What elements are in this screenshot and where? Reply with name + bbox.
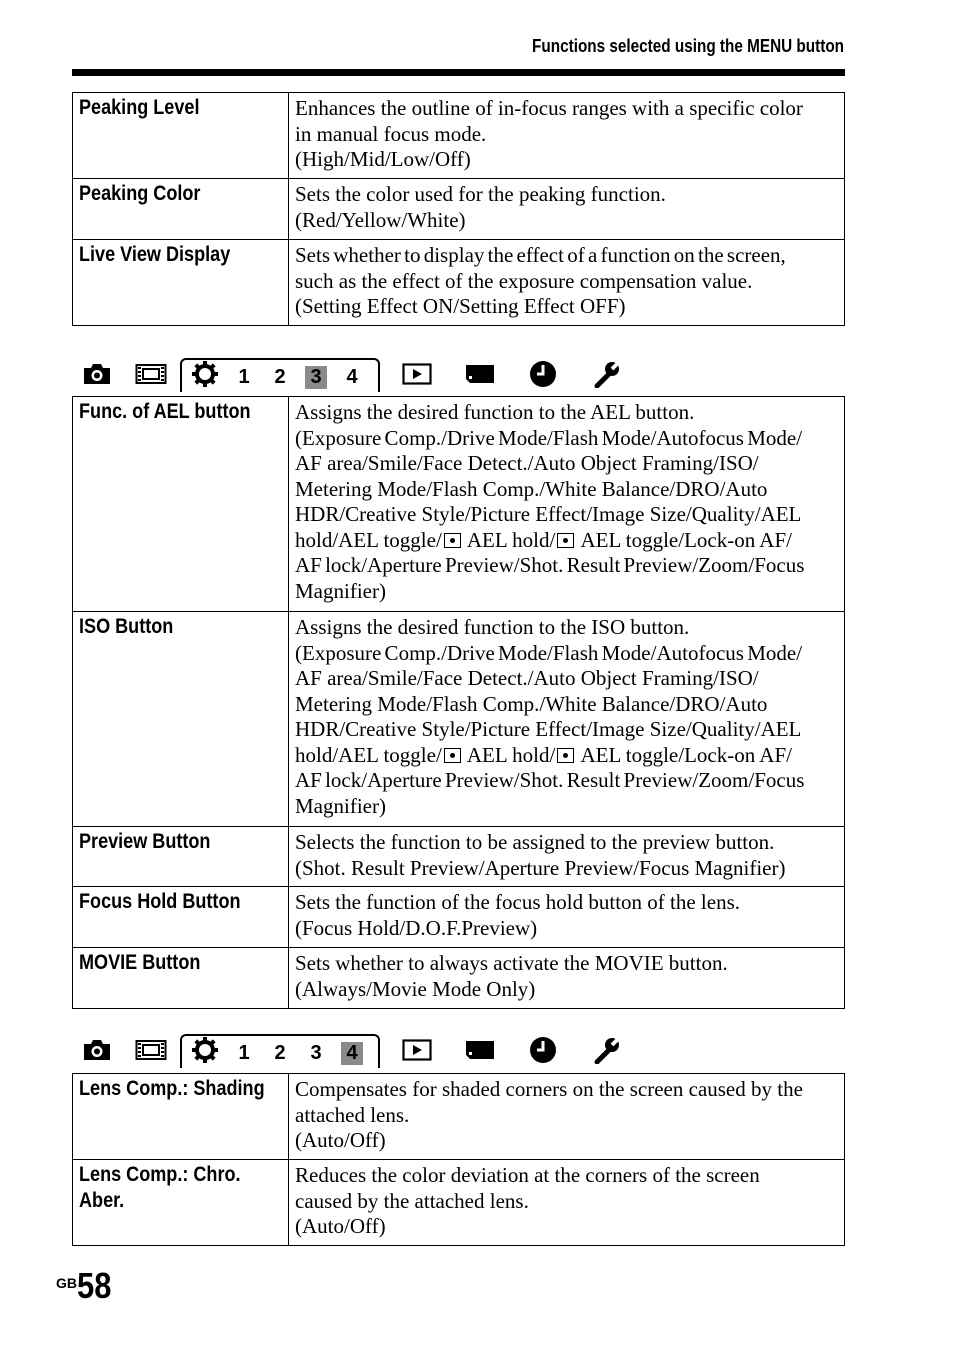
- desc-line: (Exposure Comp./Drive Mode/Flash Mode/Autofocus Mode/: [295, 425, 803, 450]
- menu-tab-bar: [72, 358, 845, 398]
- desc-line: [295, 743, 840, 769]
- function-description: [289, 1160, 845, 1246]
- camera-icon: [80, 358, 114, 390]
- function-description: [289, 240, 845, 326]
- desc-line: Magnifier): [295, 793, 386, 818]
- table-row: [73, 397, 845, 612]
- spot-metering-icon: [444, 533, 461, 548]
- desc-line: caused by the attached lens.: [295, 1188, 529, 1213]
- desc-line: Sets whether to display the effect of a function on the screen,: [295, 243, 786, 267]
- desc-line: (Shot. Result Preview/Aperture Preview/Focus Magnifier): [295, 855, 786, 880]
- page-header-title: Functions selected using the MENU button: [532, 36, 844, 56]
- desc-line: Assigns the desired function to the AEL button.: [295, 400, 695, 424]
- function-description: [289, 948, 845, 1009]
- desc-line: such as the effect of the exposure compensation value.: [295, 268, 753, 293]
- wrench-icon: [590, 1034, 624, 1066]
- desc-line: Selects the function to be assigned to the preview button.: [295, 830, 775, 854]
- function-name: Focus Hold Button: [79, 890, 241, 913]
- settings-page-4-tab[interactable]: 4: [346, 366, 358, 388]
- table-row: [73, 827, 845, 887]
- desc-line: attached lens.: [295, 1102, 410, 1127]
- function-name: Aber.: [79, 1189, 125, 1212]
- desc-line: Sets the color used for the peaking function.: [295, 182, 666, 206]
- desc-line: Metering Mode/Flash Comp./White Balance/DRO/Auto: [295, 476, 768, 501]
- desc-line: AF lock/Aperture Preview/Shot. Result Preview/Zoom/Focus: [295, 768, 805, 792]
- region-code: GB: [56, 1275, 77, 1291]
- clock-icon: [526, 358, 560, 390]
- play-icon: [400, 358, 434, 390]
- function-description: [289, 397, 845, 612]
- table-row: [73, 948, 845, 1009]
- memory-card-icon: [462, 358, 498, 390]
- desc-line: Reduces the color deviation at the corners of the screen: [295, 1163, 760, 1187]
- desc-line: Enhances the outline of in-focus ranges with a specific color: [295, 96, 803, 120]
- desc-line: [295, 528, 840, 554]
- spot-metering-icon: [557, 748, 574, 763]
- function-name: Peaking Level: [79, 96, 200, 119]
- function-description: [289, 179, 845, 240]
- desc-line: Compensates for shaded corners on the screen caused by the: [295, 1077, 803, 1101]
- settings-page-4-tab[interactable]: 4: [341, 1042, 363, 1065]
- desc-text: AEL hold/: [462, 527, 556, 552]
- desc-line: (Red/Yellow/White): [295, 207, 466, 232]
- table-row: [73, 93, 845, 179]
- desc-line: HDR/Creative Style/Picture Effect/Image Size/Quality/AEL: [295, 502, 802, 526]
- settings-page-3-tab[interactable]: 3: [310, 1042, 322, 1064]
- desc-line: (Setting Effect ON/Setting Effect OFF): [295, 294, 626, 318]
- movie-icon: [134, 1034, 168, 1066]
- function-name: Preview Button: [79, 830, 211, 853]
- settings-page-1-tab[interactable]: 1: [238, 366, 250, 388]
- settings-page-2-tab[interactable]: 2: [274, 1042, 286, 1064]
- desc-text: hold/AEL toggle/: [295, 742, 442, 767]
- desc-line: (Always/Movie Mode Only): [295, 976, 536, 1001]
- desc-line: Sets whether to always activate the MOVIE button.: [295, 951, 728, 975]
- desc-line: HDR/Creative Style/Picture Effect/Image Size/Quality/AEL: [295, 717, 802, 741]
- table-row: [73, 887, 845, 948]
- memory-card-icon: [462, 1034, 498, 1066]
- function-description: [289, 612, 845, 827]
- desc-line: AF lock/Aperture Preview/Shot. Result Preview/Zoom/Focus: [295, 553, 805, 577]
- desc-text: AEL toggle/Lock-on AF/: [576, 527, 792, 552]
- page-number-value: 58: [77, 1265, 112, 1306]
- header-rule: [72, 69, 845, 76]
- clock-icon: [526, 1034, 560, 1066]
- function-name: Live View Display: [79, 243, 231, 266]
- desc-line: AF area/Smile/Face Detect./Auto Object Framing/ISO/: [295, 451, 759, 475]
- spot-metering-icon: [557, 533, 574, 548]
- camera-icon: [80, 1034, 114, 1066]
- table-row: [73, 240, 845, 326]
- menu-tab-bar: [72, 1034, 845, 1074]
- spot-metering-icon: [444, 748, 461, 763]
- desc-line: (High/Mid/Low/Off): [295, 147, 471, 171]
- wrench-icon: [590, 358, 624, 390]
- settings-table-2: [72, 396, 845, 1009]
- gear-icon: [188, 358, 222, 390]
- table-row: [73, 612, 845, 827]
- function-name: Lens Comp.: Shading: [79, 1077, 265, 1100]
- desc-line: in manual focus mode.: [295, 121, 487, 146]
- desc-text: AEL hold/: [462, 742, 556, 767]
- desc-line: (Exposure Comp./Drive Mode/Flash Mode/Autofocus Mode/: [295, 640, 803, 665]
- desc-line: (Auto/Off): [295, 1128, 386, 1152]
- desc-line: Assigns the desired function to the ISO button.: [295, 615, 690, 639]
- function-name: Lens Comp.: Chro.: [79, 1163, 241, 1186]
- desc-line: (Focus Hold/D.O.F.Preview): [295, 915, 538, 940]
- settings-page-1-tab[interactable]: 1: [238, 1042, 250, 1064]
- function-name: ISO Button: [79, 615, 174, 638]
- function-description: [289, 93, 845, 179]
- function-name: Peaking Color: [79, 182, 201, 205]
- settings-table-3: [72, 1073, 845, 1246]
- function-description: [289, 1074, 845, 1160]
- function-description: [289, 827, 845, 887]
- desc-line: Sets the function of the focus hold button of the lens.: [295, 890, 741, 914]
- function-name: MOVIE Button: [79, 951, 201, 974]
- table-row: [73, 179, 845, 240]
- settings-table-1: [72, 92, 845, 326]
- movie-icon: [134, 358, 168, 390]
- play-icon: [400, 1034, 434, 1066]
- table-row: [73, 1160, 845, 1246]
- desc-line: Magnifier): [295, 578, 386, 603]
- table-row: [73, 1074, 845, 1160]
- desc-line: (Auto/Off): [295, 1214, 386, 1238]
- page-number: [56, 1265, 117, 1307]
- desc-line: AF area/Smile/Face Detect./Auto Object Framing/ISO/: [295, 666, 759, 690]
- desc-text: AEL toggle/Lock-on AF/: [576, 742, 792, 767]
- function-description: [289, 887, 845, 948]
- desc-text: hold/AEL toggle/: [295, 527, 442, 552]
- settings-page-2-tab[interactable]: 2: [274, 366, 286, 388]
- desc-line: Metering Mode/Flash Comp./White Balance/DRO/Auto: [295, 691, 768, 716]
- gear-icon: [188, 1034, 222, 1066]
- settings-page-3-tab[interactable]: 3: [305, 366, 327, 389]
- function-name: Func. of AEL button: [79, 400, 251, 423]
